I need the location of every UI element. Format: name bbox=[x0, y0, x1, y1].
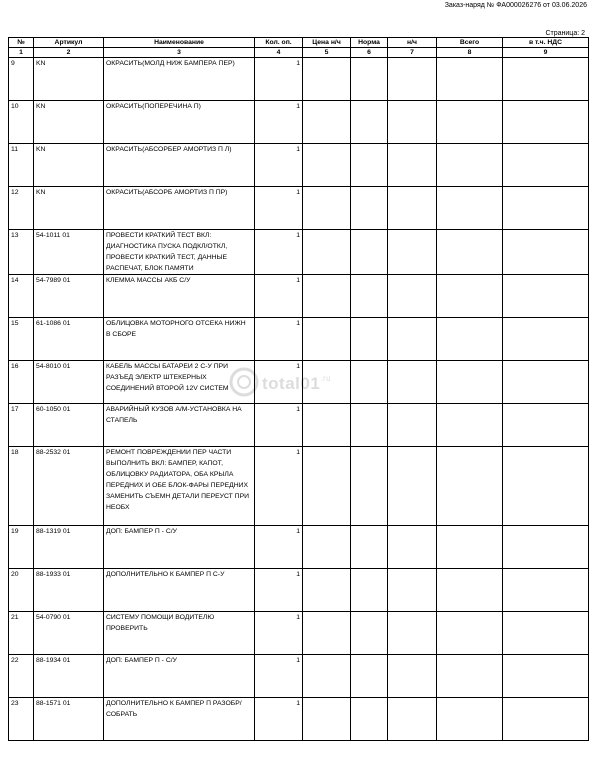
cell-total bbox=[437, 187, 503, 230]
cell-norm bbox=[351, 230, 388, 275]
cell-article: KN bbox=[34, 101, 104, 144]
cell-qty: 1 bbox=[255, 318, 303, 361]
table-row bbox=[9, 318, 589, 361]
col-number: 4 bbox=[255, 48, 303, 58]
cell-vat bbox=[503, 612, 589, 655]
cell-article: 60-1050 01 bbox=[34, 404, 104, 447]
col-header-norm: Норма bbox=[351, 38, 388, 48]
cell-vat bbox=[503, 275, 589, 318]
col-header-article: Артикул bbox=[34, 38, 104, 48]
cell-nh bbox=[388, 404, 437, 447]
cell-total bbox=[437, 698, 503, 741]
table-row bbox=[9, 101, 589, 144]
cell-article: KN bbox=[34, 144, 104, 187]
cell-nh bbox=[388, 187, 437, 230]
cell-qty: 1 bbox=[255, 404, 303, 447]
table-row bbox=[9, 526, 589, 569]
cell-num: 18 bbox=[9, 447, 34, 526]
column-number-row bbox=[9, 48, 589, 58]
cell-name: КЛЕММА МАССЫ АКБ С/У bbox=[104, 275, 255, 318]
cell-article: 88-2532 01 bbox=[34, 447, 104, 526]
cell-total bbox=[437, 447, 503, 526]
cell-article: 88-1319 01 bbox=[34, 526, 104, 569]
cell-norm bbox=[351, 404, 388, 447]
cell-num: 22 bbox=[9, 655, 34, 698]
cell-name: ОКРАСИТЬ(МОЛД НИЖ БАМПЕРА ПЕР) bbox=[104, 58, 255, 101]
col-number: 9 bbox=[503, 48, 589, 58]
cell-num: 11 bbox=[9, 144, 34, 187]
cell-qty: 1 bbox=[255, 698, 303, 741]
table-row bbox=[9, 187, 589, 230]
cell-vat bbox=[503, 58, 589, 101]
col-header-num: № bbox=[9, 38, 34, 48]
cell-vat bbox=[503, 569, 589, 612]
cell-total bbox=[437, 230, 503, 275]
col-header-total: Всего bbox=[437, 38, 503, 48]
cell-article: 88-1934 01 bbox=[34, 655, 104, 698]
cell-qty: 1 bbox=[255, 230, 303, 275]
cell-norm bbox=[351, 58, 388, 101]
cell-num: 12 bbox=[9, 187, 34, 230]
cell-qty: 1 bbox=[255, 101, 303, 144]
col-number: 5 bbox=[303, 48, 351, 58]
table-row bbox=[9, 655, 589, 698]
cell-name: ОБЛИЦОВКА МОТОРНОГО ОТСЕКА НИЖН В СБОРЕ bbox=[104, 318, 255, 361]
col-header-vat: в т.ч. НДС bbox=[503, 38, 589, 48]
work-order-table bbox=[8, 37, 589, 741]
cell-vat bbox=[503, 404, 589, 447]
cell-qty: 1 bbox=[255, 569, 303, 612]
cell-name: ДОП: БАМПЕР П - С/У bbox=[104, 526, 255, 569]
cell-name: ОКРАСИТЬ(АБСОРБЕР АМОРТИЗ П Л) bbox=[104, 144, 255, 187]
cell-nh bbox=[388, 275, 437, 318]
cell-num: 20 bbox=[9, 569, 34, 612]
col-header-qty: Кол. оп. bbox=[255, 38, 303, 48]
table-row bbox=[9, 447, 589, 526]
cell-nh bbox=[388, 698, 437, 741]
cell-num: 17 bbox=[9, 404, 34, 447]
cell-vat bbox=[503, 144, 589, 187]
cell-price bbox=[303, 569, 351, 612]
cell-total bbox=[437, 526, 503, 569]
cell-num: 23 bbox=[9, 698, 34, 741]
cell-vat bbox=[503, 526, 589, 569]
cell-name: РЕМОНТ ПОВРЕЖДЕНИИ ПЕР ЧАСТИ ВЫПОЛНИТЬ ВКЛ: БАМПЕР, КАПОТ, ОБЛИЦОВКУ РАДИАТОРА, ОБА КРЫЛА ПЕРЕДНИХ И ОБЕ БЛОК-ФАРЫ ПЕРЕДНИХ ЗАМЕНИТЬ СЪЕМН ДЕТАЛИ ПЕРЕУСТ ПРИ НЕОБХ bbox=[104, 447, 255, 526]
cell-article: 54-7989 01 bbox=[34, 275, 104, 318]
cell-num: 19 bbox=[9, 526, 34, 569]
cell-norm bbox=[351, 275, 388, 318]
table-row bbox=[9, 612, 589, 655]
table-row bbox=[9, 569, 589, 612]
cell-article: 54-0790 01 bbox=[34, 612, 104, 655]
cell-total bbox=[437, 275, 503, 318]
cell-num: 13 bbox=[9, 230, 34, 275]
table-row bbox=[9, 230, 589, 275]
cell-name: ДОПОЛНИТЕЛЬНО К БАМПЕР П РАЗОБР/СОБРАТЬ bbox=[104, 698, 255, 741]
cell-price bbox=[303, 187, 351, 230]
cell-article: 88-1933 01 bbox=[34, 569, 104, 612]
cell-article: 54-1011 01 bbox=[34, 230, 104, 275]
cell-num: 21 bbox=[9, 612, 34, 655]
cell-nh bbox=[388, 569, 437, 612]
col-number: 7 bbox=[388, 48, 437, 58]
cell-num: 9 bbox=[9, 58, 34, 101]
cell-article: 54-8010 01 bbox=[34, 361, 104, 404]
cell-nh bbox=[388, 612, 437, 655]
cell-price bbox=[303, 361, 351, 404]
cell-price bbox=[303, 404, 351, 447]
cell-norm bbox=[351, 318, 388, 361]
cell-name: ПРОВЕСТИ КРАТКИЙ ТЕСТ ВКЛ: ДИАГНОСТИКА ПУСКА ПОДКЛ/ОТКЛ, ПРОВЕСТИ КРАТКИЙ ТЕСТ, ДАННЫЕ РАСПЕЧАТ, БЛОК ПАМЯТИ bbox=[104, 230, 255, 275]
cell-price bbox=[303, 655, 351, 698]
cell-article: KN bbox=[34, 187, 104, 230]
cell-article: 88-1571 01 bbox=[34, 698, 104, 741]
cell-total bbox=[437, 361, 503, 404]
col-number: 1 bbox=[9, 48, 34, 58]
col-number: 8 bbox=[437, 48, 503, 58]
cell-num: 16 bbox=[9, 361, 34, 404]
cell-total bbox=[437, 655, 503, 698]
cell-norm bbox=[351, 569, 388, 612]
cell-vat bbox=[503, 447, 589, 526]
table-row bbox=[9, 404, 589, 447]
cell-vat bbox=[503, 101, 589, 144]
cell-price bbox=[303, 144, 351, 187]
cell-name: АВАРИЙНЫЙ КУЗОВ А/М-УСТАНОВКА НА СТАПЕЛЬ bbox=[104, 404, 255, 447]
cell-total bbox=[437, 612, 503, 655]
cell-qty: 1 bbox=[255, 526, 303, 569]
cell-qty: 1 bbox=[255, 447, 303, 526]
cell-norm bbox=[351, 526, 388, 569]
cell-nh bbox=[388, 144, 437, 187]
column-header-row bbox=[9, 38, 589, 48]
table-row bbox=[9, 58, 589, 101]
cell-norm bbox=[351, 698, 388, 741]
cell-norm bbox=[351, 144, 388, 187]
col-header-nh: н/ч bbox=[388, 38, 437, 48]
cell-price bbox=[303, 698, 351, 741]
table-row bbox=[9, 275, 589, 318]
order-header: Заказ-наряд № ФА000026276 от 03.06.2026 bbox=[444, 2, 587, 9]
cell-article: KN bbox=[34, 58, 104, 101]
cell-qty: 1 bbox=[255, 187, 303, 230]
col-header-name: Наименование bbox=[104, 38, 255, 48]
col-number: 3 bbox=[104, 48, 255, 58]
table-row bbox=[9, 698, 589, 741]
cell-name: ДОПОЛНИТЕЛЬНО К БАМПЕР П С-У bbox=[104, 569, 255, 612]
cell-vat bbox=[503, 698, 589, 741]
cell-vat bbox=[503, 655, 589, 698]
cell-name: ОКРАСИТЬ(ПОПЕРЕЧИНА П) bbox=[104, 101, 255, 144]
cell-qty: 1 bbox=[255, 361, 303, 404]
cell-nh bbox=[388, 101, 437, 144]
cell-name: ДОП: БАМПЕР П - С/У bbox=[104, 655, 255, 698]
cell-qty: 1 bbox=[255, 144, 303, 187]
cell-price bbox=[303, 447, 351, 526]
cell-article: 61-1086 01 bbox=[34, 318, 104, 361]
cell-qty: 1 bbox=[255, 612, 303, 655]
page-number: Страница: 2 bbox=[545, 30, 585, 37]
cell-norm bbox=[351, 187, 388, 230]
cell-norm bbox=[351, 655, 388, 698]
cell-nh bbox=[388, 655, 437, 698]
cell-vat bbox=[503, 187, 589, 230]
cell-price bbox=[303, 526, 351, 569]
cell-total bbox=[437, 58, 503, 101]
cell-nh bbox=[388, 230, 437, 275]
cell-nh bbox=[388, 318, 437, 361]
cell-nh bbox=[388, 361, 437, 404]
col-number: 6 bbox=[351, 48, 388, 58]
cell-total bbox=[437, 101, 503, 144]
cell-nh bbox=[388, 447, 437, 526]
cell-price bbox=[303, 58, 351, 101]
watermark-text: $total01^{.ru}$ bbox=[262, 374, 332, 393]
cell-qty: 1 bbox=[255, 655, 303, 698]
cell-nh bbox=[388, 526, 437, 569]
cell-price bbox=[303, 101, 351, 144]
cell-norm bbox=[351, 361, 388, 404]
col-header-price: Цена н/ч bbox=[303, 38, 351, 48]
cell-num: 14 bbox=[9, 275, 34, 318]
cell-qty: 1 bbox=[255, 275, 303, 318]
cell-vat bbox=[503, 230, 589, 275]
cell-vat bbox=[503, 318, 589, 361]
cell-price bbox=[303, 318, 351, 361]
cell-total bbox=[437, 569, 503, 612]
cell-price bbox=[303, 230, 351, 275]
cell-price bbox=[303, 275, 351, 318]
cell-vat bbox=[503, 361, 589, 404]
cell-norm bbox=[351, 101, 388, 144]
col-number: 2 bbox=[34, 48, 104, 58]
cell-num: 15 bbox=[9, 318, 34, 361]
cell-total bbox=[437, 318, 503, 361]
cell-total bbox=[437, 404, 503, 447]
cell-norm bbox=[351, 447, 388, 526]
cell-qty: 1 bbox=[255, 58, 303, 101]
cell-norm bbox=[351, 612, 388, 655]
cell-nh bbox=[388, 58, 437, 101]
cell-name: СИСТЕМУ ПОМОЩИ ВОДИТЕЛЮ ПРОВЕРИТЬ bbox=[104, 612, 255, 655]
cell-name: КАБЕЛЬ МАССЫ БАТАРЕИ 2 С-У ПРИ РАЗЪЕД ЭЛЕКТР ШТЕКЕРНЫХ СОЕДИНЕНИЙ ВТОРОЙ 12V СИСТЕМ bbox=[104, 361, 255, 404]
table-row bbox=[9, 144, 589, 187]
cell-num: 10 bbox=[9, 101, 34, 144]
cell-name: ОКРАСИТЬ(АБСОРБ АМОРТИЗ П ПР) bbox=[104, 187, 255, 230]
table-row bbox=[9, 361, 589, 404]
cell-total bbox=[437, 144, 503, 187]
cell-price bbox=[303, 612, 351, 655]
